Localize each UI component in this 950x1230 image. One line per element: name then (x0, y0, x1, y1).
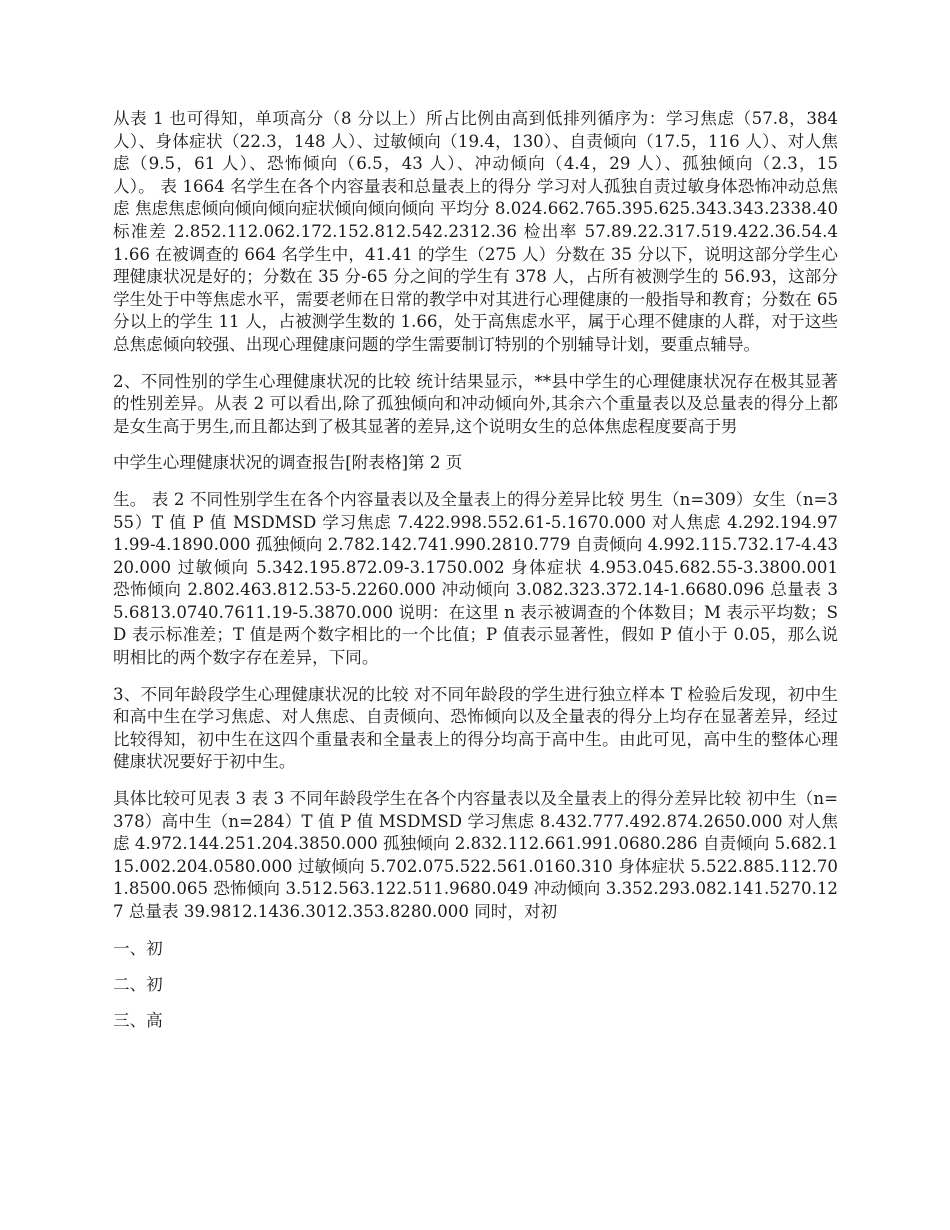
paragraph-gender-comparison: 2、不同性别的学生心理健康状况的比较 统计结果显示，**县中学生的心理健康状况存在极其显著的性别差异。从表 2 可以看出,除了孤独倾向和冲动倾向外,其余六个重量表以及总量表的得分上都是女生高于男生,而且都达到了极其显著的差异,这个说明女生的总体焦虑程度要高于男 (113, 371, 838, 436)
list-item: 一、初 (113, 938, 163, 958)
paragraph-table3: 具体比较可见表 3 表 3 不同年龄段学生在各个内容量表以及全量表上的得分差异比较 初中生（n=378）高中生（n=284）T 值 P 值 MSDMSD 学习焦虑 8.432.777.492.874.2650.000 对人焦虑 4.972.144.251.204.3850.000 孤独倾向 2.832.112.661.991.0680.286 自责倾向 5.682.115.002.204.0580.000 过敏倾向 5.702.075.522.561.0160.310 身体症状 5.522.885.112.701.8500.065 恐怖倾向 3.512.563.122.511.9680.049 冲动倾向 3.352.293.082.141.5270.127 总量表 39.9812.1436.3012.353.8280.000 同时，对初 (113, 789, 838, 921)
list-item: 二、初 (113, 974, 163, 994)
paragraph-age-comparison: 3、不同年龄段学生心理健康状况的比较 对不同年龄段的学生进行独立样本 T 检验后发现，初中生和高中生在学习焦虑、对人焦虑、自责倾向、恐怖倾向以及全量表的得分上均存在显著差异，经过比较得知，初中生在这四个重量表和全量表上的得分均高于高中生。由此可见，高中生的整体心理健康状况要好于初中生。 (113, 684, 838, 772)
paragraph-table1-results: 从表 1 也可得知，单项高分（8 分以上）所占比例由高到低排列循序为：学习焦虑（57.8，384 人）、身体症状（22.3，148 人）、过敏倾向（19.4，130）、自责倾向（17.5，116 人）、对人焦虑（9.5，61 人）、恐怖倾向（6.5，43 人）、冲动倾向（4.4，29 人）、孤独倾向（2.3，15 人）。 表 1664 名学生在各个内容量表和总量表上的得分 学习对人孤独自责过敏身体恐怖冲动总焦虑 焦虑焦虑倾向倾向倾向症状倾向倾向倾向 平均分 8.024.662.765.395.625.343.343.2338.40 标准差 2.852.112.062.172.152.812.542.2312.36 检出率 57.89.22.317.519.422.36.54.41.66 在被调查的 664 名学生中，41.41 的学生（275 人）分数在 35 分以下，说明这部分学生心理健康状况是好的；分数在 35 分-65 分之间的学生有 378 人，占所有被测学生的 56.93，这部分学生处于中等焦虑水平，需要老师在日常的教学中对其进行心理健康的一般指导和教育；分数在 65 分以上的学生 11 人，占被测学生数的 1.66，处于高焦虑水平，属于心理不健康的人群，对于这些总焦虑倾向较强、出现心理健康问题的学生需要制订特别的个别辅导计划，要重点辅导。 (113, 109, 838, 354)
list-item: 三、高 (113, 1010, 163, 1030)
paragraph-table2: 生。 表 2 不同性别学生在各个内容量表以及全量表上的得分差异比较 男生（n=309）女生（n=355）T 值 P 值 MSDMSD 学习焦虑 7.422.998.552.61-5.1670.000 对人焦虑 4.292.194.971.99-4.1890.000 孤独倾向 2.782.142.741.990.2810.779 自责倾向 4.992.115.732.17-4.4320.000 过敏倾向 5.342.195.872.09-3.1750.002 身体症状 4.953.045.682.55-3.3800.001 恐怖倾向 2.802.463.812.53-5.2260.000 冲动倾向 3.082.323.372.14-1.6680.096 总量表 35.6813.0740.7611.19-5.3870.000 说明：在这里 n 表示被调查的个体数目；M 表示平均数；SD 表示标准差；T 值是两个数字相比的一个比值；P 值表示显著性，假如 P 值小于 0.05，那么说明相比的两个数字存在差异，下同。 (113, 489, 838, 668)
page-header-title: 中学生心理健康状况的调查报告[附表格]第 2 页 (113, 453, 463, 473)
